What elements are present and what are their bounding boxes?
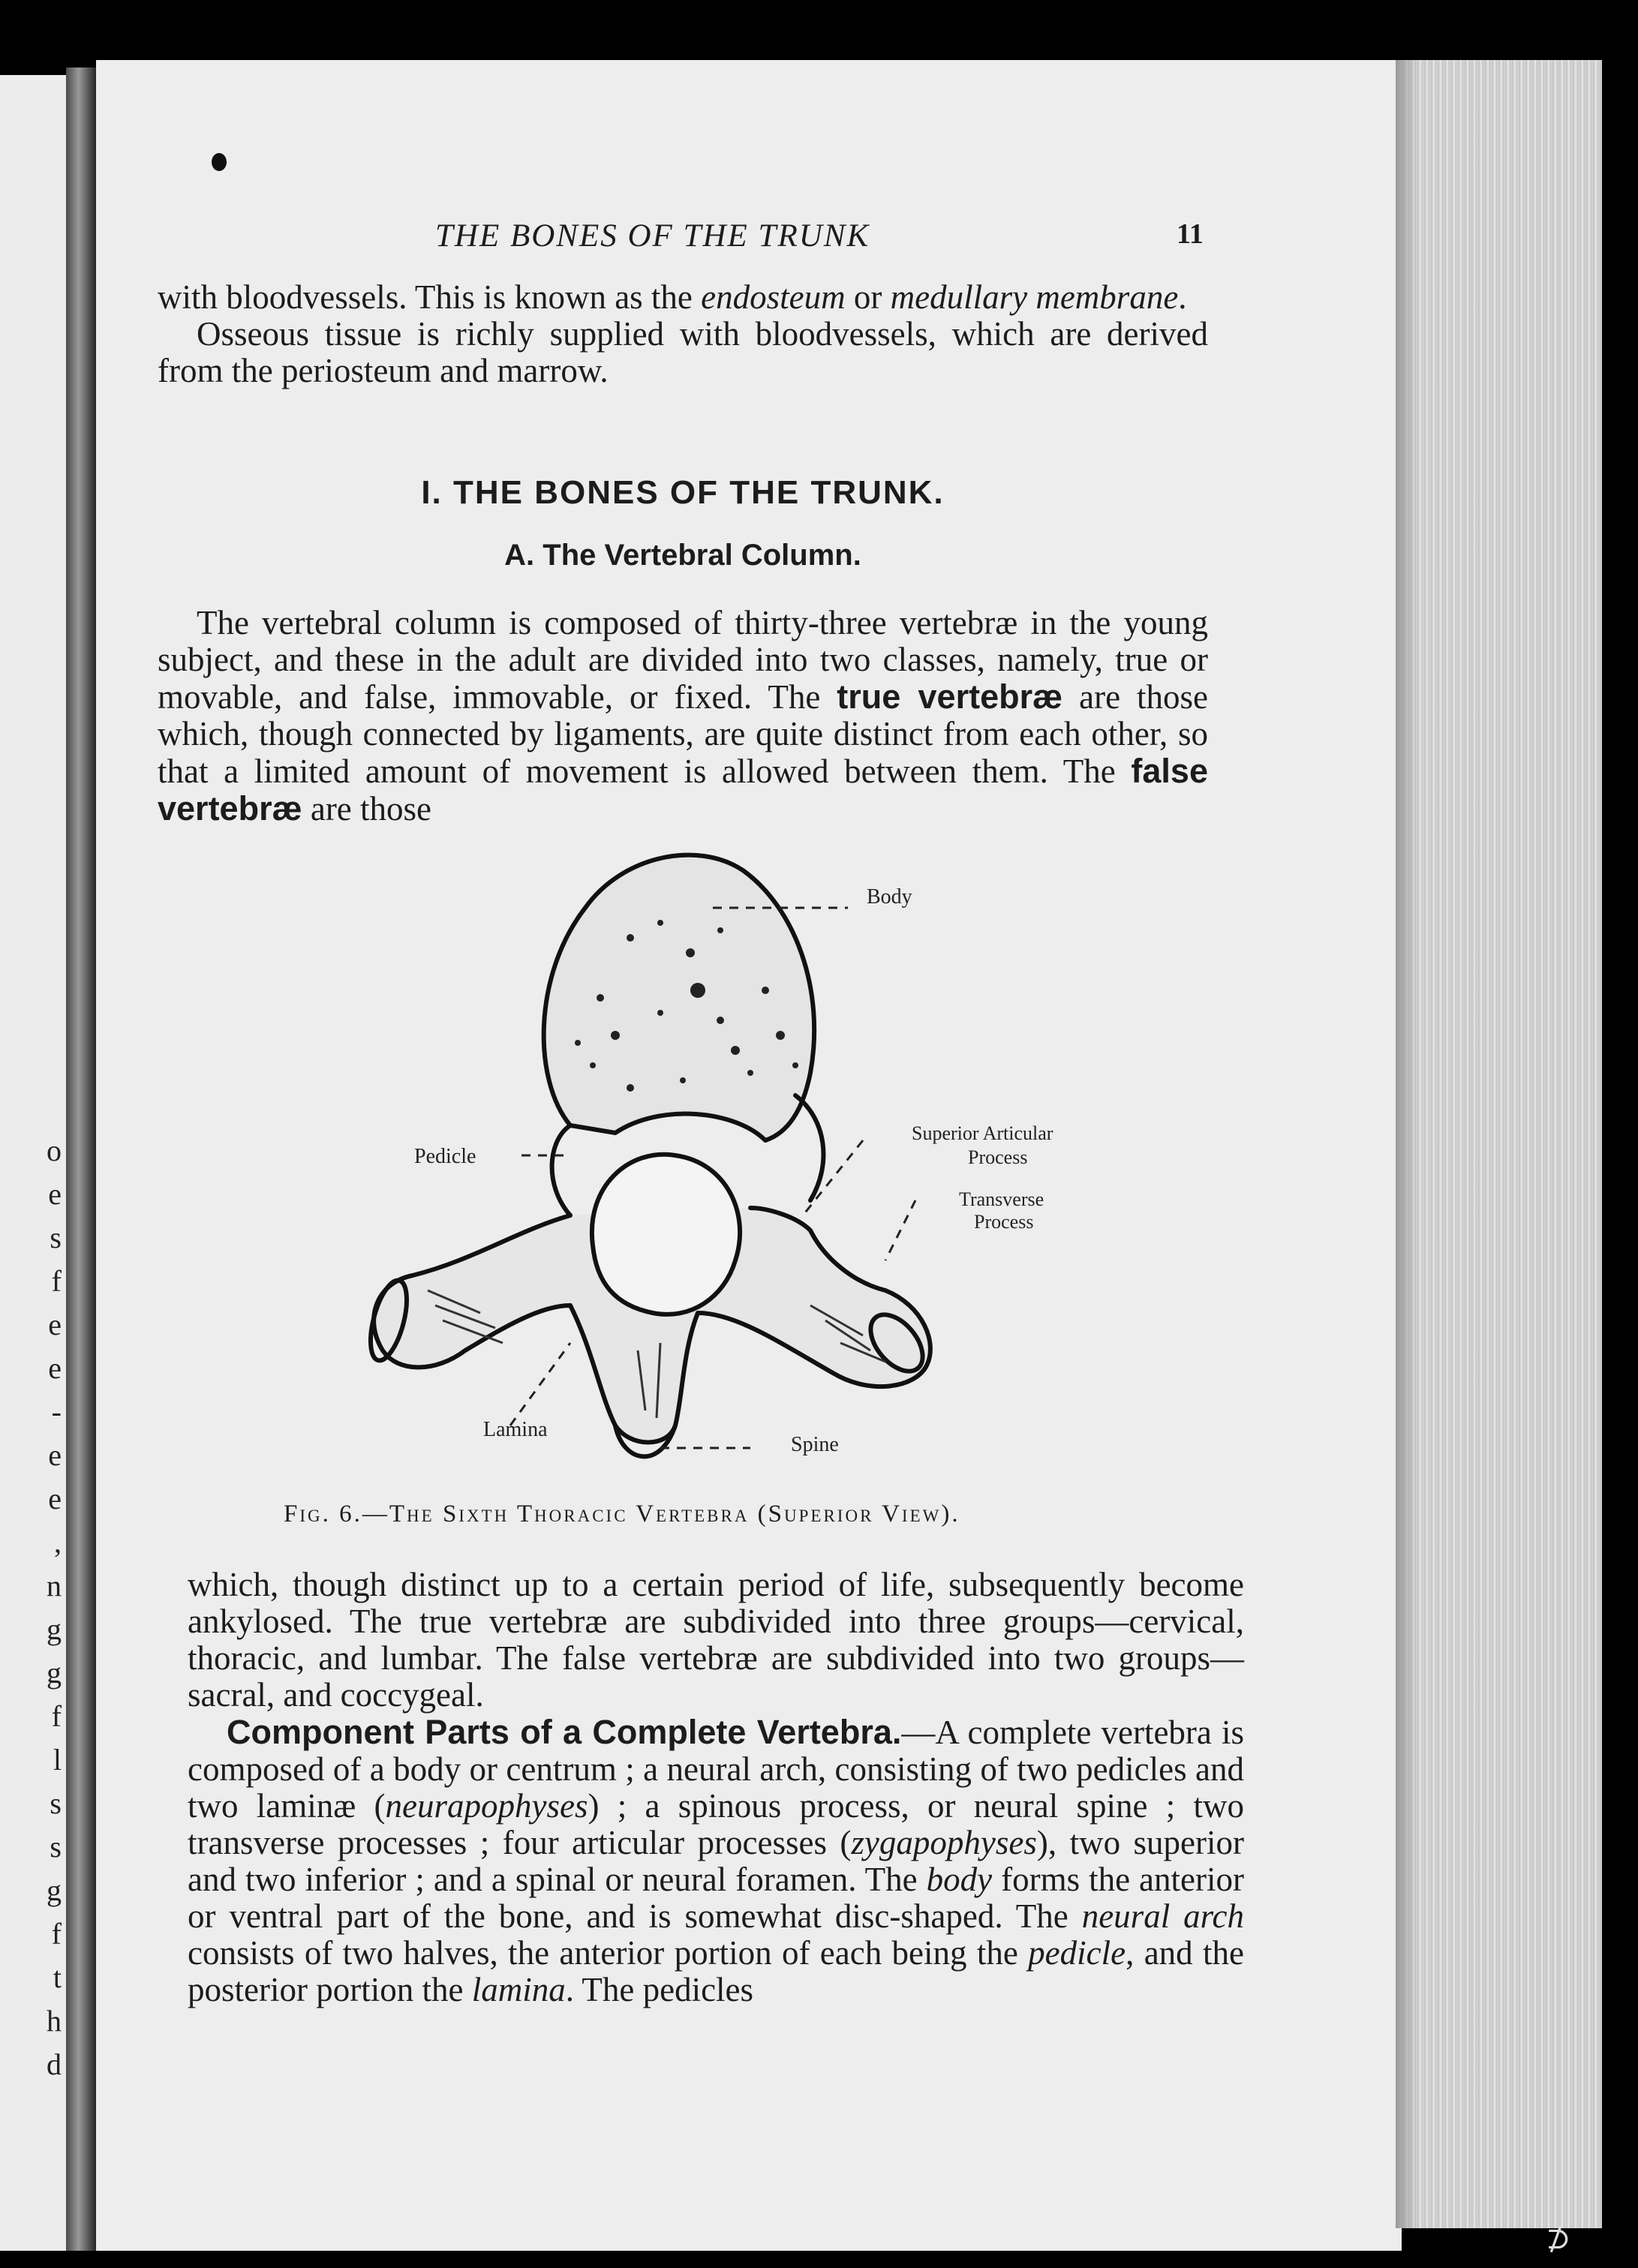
term-lamina: lamina xyxy=(471,1971,566,2008)
left-page-char: n xyxy=(47,1569,62,1603)
subsection-heading: A. The Vertebral Column. xyxy=(504,539,861,572)
term-true-vertebrae: true vertebræ xyxy=(837,677,1063,716)
left-page-char: - xyxy=(51,1395,62,1428)
para1-text-2: or xyxy=(845,278,891,316)
left-page-char: o xyxy=(47,1134,62,1167)
paragraph-osseous: Osseous tissue is richly supplied with bloodvessels, which are derived from the periosteum and marrow. xyxy=(158,315,1208,389)
left-page-char: f xyxy=(51,1264,62,1298)
term-component-parts: Component Parts of a Complete Vertebra. xyxy=(227,1713,902,1751)
left-page-char: e xyxy=(48,1351,62,1385)
vertebral-foramen xyxy=(592,1155,740,1314)
left-page-char: e xyxy=(48,1177,62,1211)
label-spine: Spine xyxy=(791,1433,839,1456)
para1-em-1: endosteum xyxy=(701,278,846,316)
left-facing-page xyxy=(0,75,66,2251)
para3-text-3: are those xyxy=(302,790,432,828)
left-page-text-fragments xyxy=(0,75,66,2251)
ink-dot xyxy=(212,153,227,171)
left-page-char: h xyxy=(47,2004,62,2038)
running-head: THE BONES OF THE TRUNK xyxy=(435,218,870,254)
label-superior-articular-process: Process xyxy=(968,1146,1028,1168)
label-body: Body xyxy=(867,885,912,909)
left-page-char: s xyxy=(50,1830,62,1864)
paragraph-vertebral-column xyxy=(158,605,1208,828)
label-transverse-process: Process xyxy=(974,1211,1034,1233)
book-gutter xyxy=(66,68,98,2251)
paragraph-ankylosed: which, though distinct up to a certain period of life, subsequently become ankylosed. The true vertebræ are subdivided into three groups—cervical, thoracic, and lumbar. The false vertebræ are subdivided into two groups—sacral, and coccygeal. xyxy=(188,1566,1244,1714)
label-lamina: Lamina xyxy=(483,1418,548,1441)
left-page-char: g xyxy=(47,1612,62,1646)
page-edge-shadow xyxy=(1396,60,1418,2228)
para3-text-1: The vertebral column is composed of thirty-three vertebræ in the young subject, and these in the adult are divided into two classes, namely, true or movable, and false, immovable, or fixed. The xyxy=(158,604,1208,716)
vertebral-body xyxy=(544,855,814,1140)
left-page-char: e xyxy=(48,1308,62,1341)
paragraph-component-parts xyxy=(188,1714,1244,2008)
left-page-char: f xyxy=(51,1699,62,1733)
para3-text-2: are those which, though connected by ligaments, are quite distinct from each other, so that a limited amount of movement is allowed between them. The xyxy=(158,678,1209,790)
left-page-char: s xyxy=(50,1786,62,1820)
para5-text-7: . The pedicles xyxy=(565,1971,754,2008)
corner-mark: ⊅ xyxy=(1546,2221,1571,2255)
para1-text-3: . xyxy=(1178,278,1187,316)
left-page-char: g xyxy=(47,1873,62,1907)
section-heading: I. THE BONES OF THE TRUNK. xyxy=(421,474,945,511)
left-page-char: g xyxy=(47,1656,62,1690)
left-page-char: s xyxy=(50,1221,62,1254)
left-page-char: l xyxy=(53,1743,62,1777)
paragraph-endosteum xyxy=(158,279,1208,316)
label-transverse: Transverse xyxy=(959,1188,1044,1210)
text-block-vertebral xyxy=(158,605,1208,828)
para5-text-3: ), two superior and two inferior ; and a spinal or neural foramen. The xyxy=(188,1824,1245,1898)
term-pedicle: pedicle xyxy=(1028,1934,1126,1972)
page-number: 11 xyxy=(1177,218,1204,250)
para1-text-1: with bloodvessels. This is known as the xyxy=(158,278,702,316)
left-page-char: e xyxy=(48,1482,62,1516)
para5-text-1: —A complete vertebra is composed of a body or centrum ; a neural arch, consisting of two pedicles and two laminæ ( xyxy=(188,1714,1244,1825)
page-edges xyxy=(1396,60,1602,2228)
term-body: body xyxy=(926,1861,993,1898)
term-neural-arch: neural arch xyxy=(1081,1897,1244,1935)
figure-caption: Fig. 6.—The Sixth Thoracic Vertebra (Superior View). xyxy=(284,1500,960,1528)
left-articular-facet xyxy=(552,1125,570,1215)
term-neurapophyses: neurapophyses xyxy=(385,1787,588,1825)
term-zygapophyses: zygapophyses xyxy=(851,1824,1037,1861)
text-block-bottom xyxy=(188,1567,1244,2008)
label-superior-articular: Superior Articular xyxy=(912,1122,1053,1144)
para1-em-2: medullary membrane xyxy=(890,278,1179,316)
left-page-char: d xyxy=(47,2047,62,2081)
left-page-char: e xyxy=(48,1438,62,1472)
left-page-char: , xyxy=(54,1525,62,1559)
para5-text-4: forms the anterior or ventral part of the bone, and is somewhat disc-shaped. The xyxy=(188,1861,1244,1935)
para5-text-2: ) ; a spinous process, or neural spine ; two transverse processes ; four articular processes ( xyxy=(188,1787,1244,1861)
para5-text-6: , and the posterior portion the xyxy=(188,1934,1244,2008)
term-false-vertebrae: false vertebræ xyxy=(158,752,1208,828)
label-pedicle: Pedicle xyxy=(414,1145,476,1168)
left-page-char: f xyxy=(51,1917,62,1951)
left-page-char: t xyxy=(53,1960,62,1994)
para5-text-5: consists of two halves, the anterior portion of each being the xyxy=(188,1934,1029,1972)
text-block-top xyxy=(158,279,1208,389)
